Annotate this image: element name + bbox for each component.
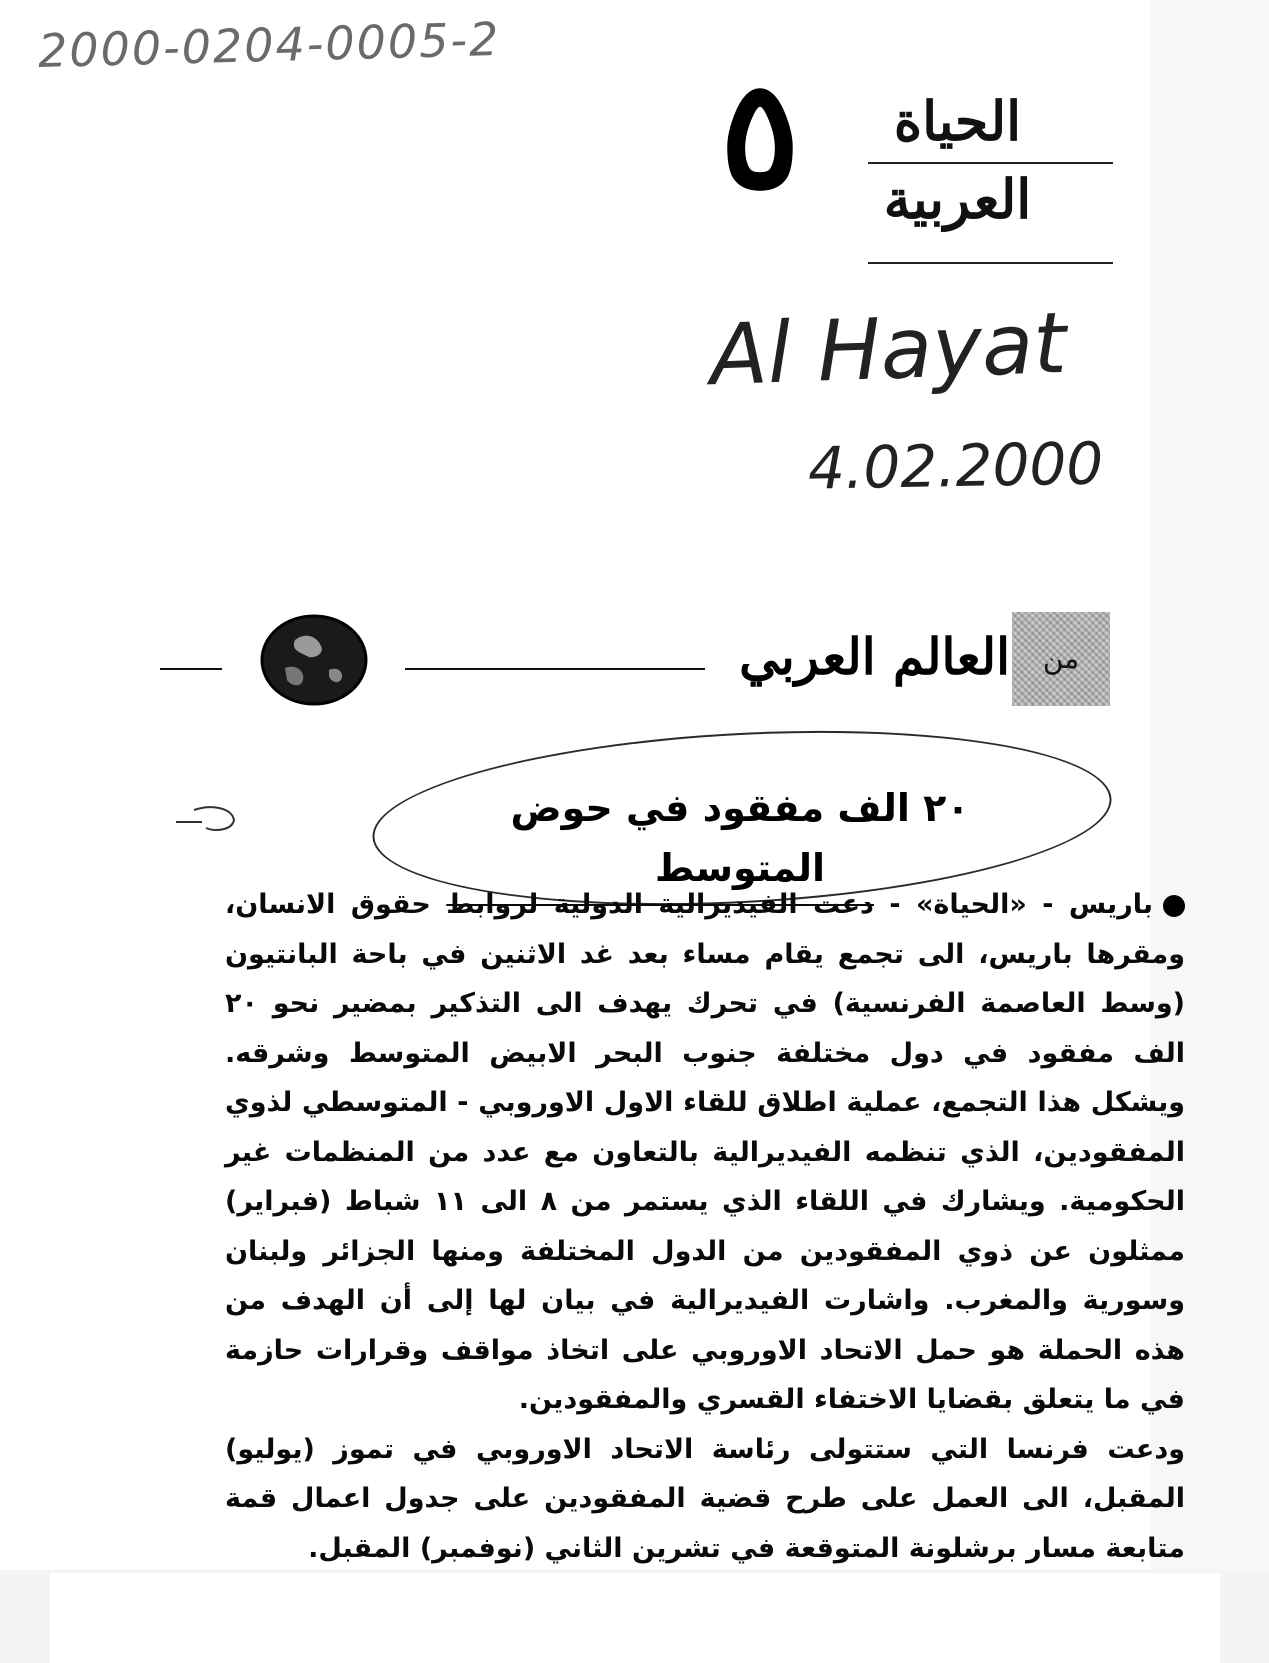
masthead-title-line1: الحياة <box>893 89 1022 153</box>
source-name-annotation: Al Hayat <box>708 293 1068 405</box>
margin-arrow-mark <box>172 800 242 836</box>
bullet-icon <box>1163 895 1185 917</box>
article-dateline: باريس - «الحياة» - <box>889 889 1154 920</box>
article-paragraph-1 <box>225 880 1185 1425</box>
masthead-rule-top <box>868 162 1113 164</box>
section-title: العالم العربي <box>739 627 1010 686</box>
page-number: ٥ <box>719 47 801 223</box>
article-paragraph-2: ودعت فرنسا التي ستتولى رئاسة الاتحاد الاوروبي في تموز (يوليو) المقبل، الى العمل على طرح قضية المفقودين على جدول اعمال قمة متابعة مسار برشلونة المتوقعة في تشرين الثاني (نوفمبر) المقبل. <box>225 1433 1185 1564</box>
article-body <box>225 880 1185 1573</box>
section-rule-middle <box>405 668 705 670</box>
article-headline: ٢٠ الف مفقود في حوض المتوسط <box>510 786 970 890</box>
section-rule-left <box>160 668 222 670</box>
source-date-annotation: 4.02.2000 <box>807 429 1104 503</box>
article-lead-struck: دعت الفيديرالية الدولية لروابط <box>446 889 874 920</box>
globe-icon <box>255 610 373 710</box>
newspaper-masthead <box>855 82 1060 239</box>
archive-code-annotation: 2000-0204-0005-2 <box>37 11 501 79</box>
section-badge: من <box>1012 612 1110 706</box>
article-paragraph-1-text: حقوق الانسان، ومقرها باريس، الى تجمع يقام مساء بعد غد الاثنين في باحة البانتيون (وسط العاصمة الفرنسية) في تحرك يهدف الى التذكير بمضير نحو ٢٠ الف مفقود في دول مختلفة جنوب البحر الابيض المتوسط وشرقه. ويشكل هذا التجمع، عملية اطلاق للقاء الاول الاوروبي - المتوسطي لذوي المفقودين، الذي تنظمه الفيديرالية بالتعاون مع عدد من المنظمات غير الحكومية. ويشارك في اللقاء الذي يستمر من ٨ الى ١١ شباط (فبراير) ممثلون عن ذوي المفقودين من الدول المختلفة ومنها الجزائر ولبنان وسورية والمغرب. واشارت الفيديرالية في بيان لها إلى أن الهدف من هذه الحملة هو حمل الاتحاد الاوروبي على اتخاذ مواقف وقرارات حازمة في ما يتعلق بقضايا الاختفاء القسري والمفقودين. <box>225 889 1186 1415</box>
bottom-margin <box>50 1573 1220 1663</box>
masthead-rule-bottom <box>868 262 1113 264</box>
masthead-title-line2: العربية <box>883 167 1032 232</box>
